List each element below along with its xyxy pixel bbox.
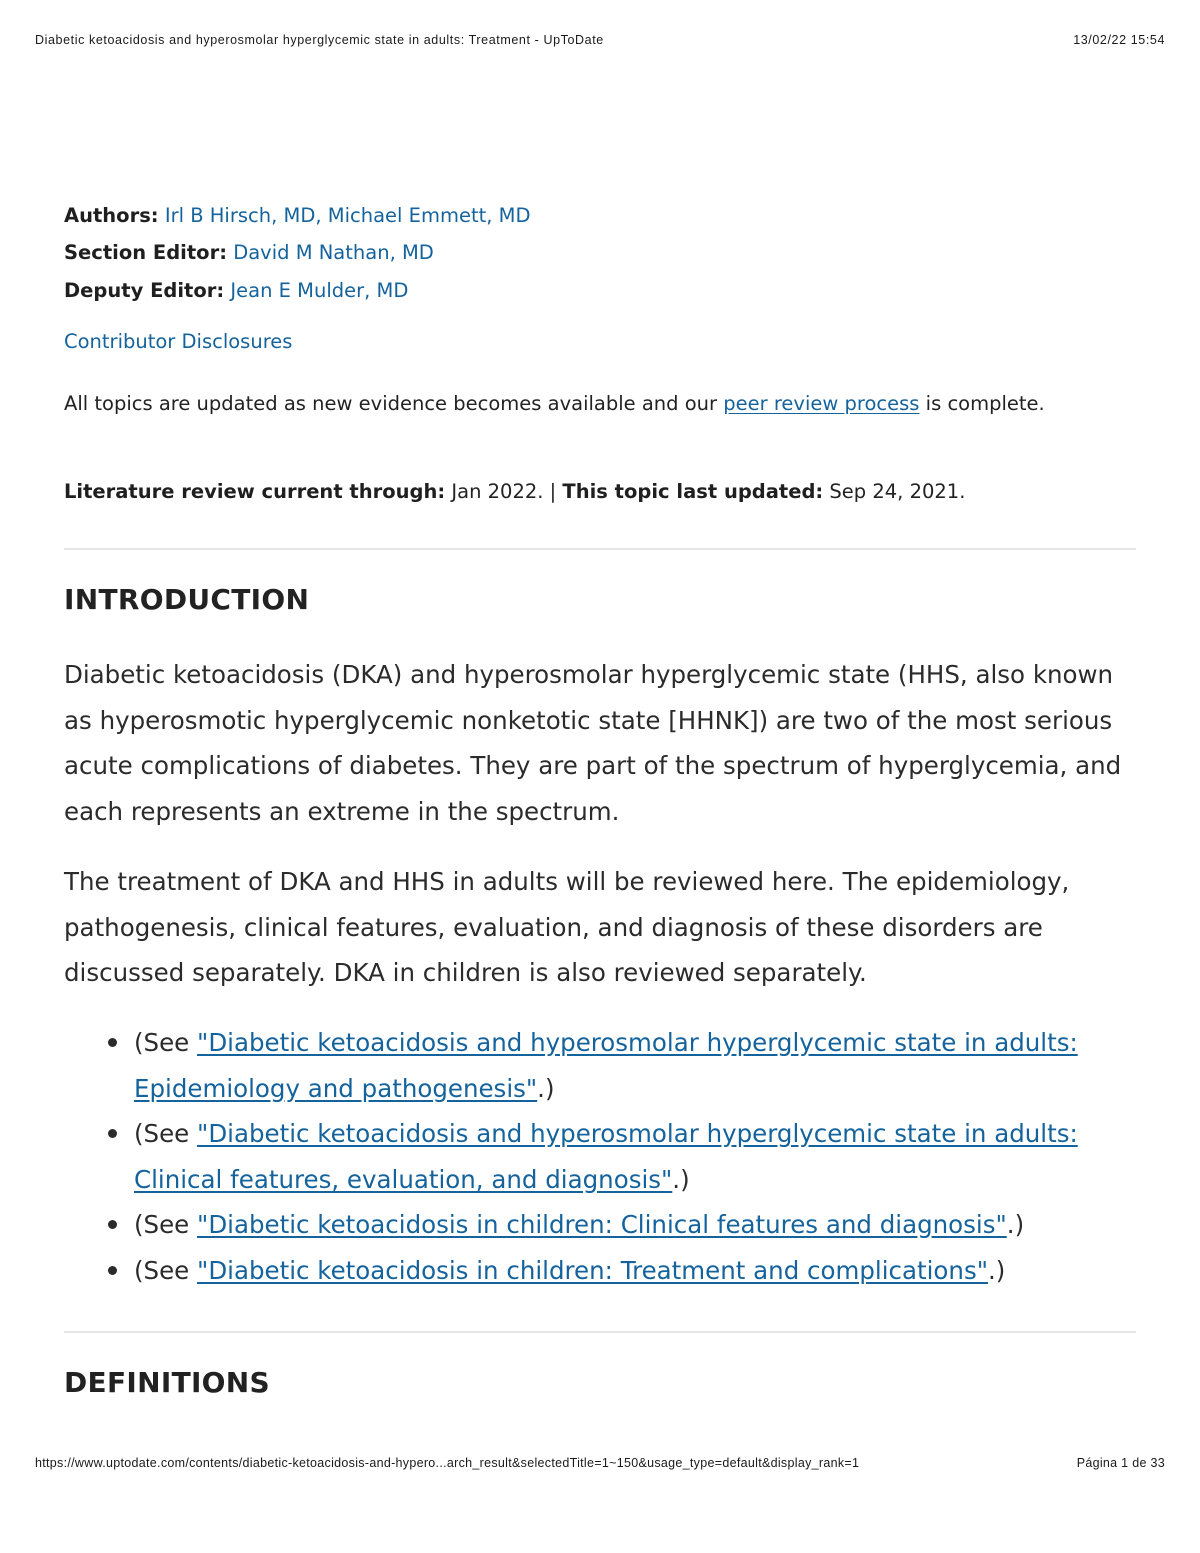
bullet-icon [108,1129,117,1138]
see-prefix: (See [134,1255,198,1285]
list-item [134,1248,1134,1294]
update-notice-text-after: is complete. [919,392,1045,415]
print-footer-page: Página 1 de 33 [1076,1456,1165,1470]
bullet-icon [108,1038,117,1047]
list-item [134,1111,1134,1202]
print-header-datetime: 13/02/22 15:54 [1073,33,1165,47]
authors-label: Authors: [64,204,159,227]
see-prefix: (See [134,1119,198,1148]
print-header [35,33,1165,47]
literature-review-value: Jan 2022. | [445,480,563,503]
introduction-heading: INTRODUCTION [64,583,310,616]
deputy-editor-link[interactable]: Jean E Mulder, MD [230,279,409,302]
topic-link-dka-hhs-clinical-features[interactable]: "Diabetic ketoacidosis and hyperosmolar hyperglycemic state in adults: Clinical features, evaluation, and diagnosis" [134,1119,1078,1194]
authors-link[interactable]: Irl B Hirsch, MD, Michael Emmett, MD [164,204,531,227]
authors-line [64,204,530,227]
deputy-editor-line [64,279,408,302]
last-updated-label: This topic last updated: [562,480,824,503]
see-also-list [134,1020,1134,1293]
bullet-icon [108,1266,117,1275]
review-dates-line [64,480,965,503]
list-item [134,1202,1134,1248]
last-updated-value: Sep 24, 2021. [823,480,966,503]
see-suffix: .) [672,1164,690,1194]
contributor-disclosures-link[interactable]: Contributor Disclosures [64,330,293,353]
topic-link-dka-hhs-epidemiology[interactable]: "Diabetic ketoacidosis and hyperosmolar hyperglycemic state in adults: Epidemiology and pathogenesis" [134,1028,1078,1103]
see-suffix: .) [537,1073,555,1103]
see-prefix: (See [134,1210,198,1239]
literature-review-label: Literature review current through: [64,480,446,503]
divider [64,548,1136,550]
topic-link-dka-children-treatment[interactable]: "Diabetic ketoacidosis in children: Treatment and complications" [197,1255,988,1285]
divider [64,1331,1136,1333]
see-prefix: (See [134,1028,198,1057]
see-suffix: .) [987,1255,1006,1285]
introduction-paragraph-1: Diabetic ketoacidosis (DKA) and hyperosmolar hyperglycemic state (HHS, also known as hyperosmotic hyperglycemic nonketotic state [HHNK]) are two of the most serious acute complications of diabetes. They are part of the spectrum of hyperglycemia, and each represents an extreme in the spectrum. [64,660,1122,826]
section-editor-label: Section Editor: [64,241,227,264]
deputy-editor-label: Deputy Editor: [64,279,225,302]
print-footer-url: https://www.uptodate.com/contents/diabetic-ketoacidosis-and-hypero...arch_result&selectedTitle=1~150&usage_type=default&display_rank=1 [35,1456,860,1470]
peer-review-process-link[interactable]: peer review process [723,392,920,415]
section-editor-line [64,241,434,264]
print-footer [35,1456,1165,1470]
definitions-heading: DEFINITIONS [64,1366,270,1399]
print-header-title: Diabetic ketoacidosis and hyperosmolar hyperglycemic state in adults: Treatment - UpToDate [35,33,604,47]
contributor-disclosures-line [64,330,292,353]
topic-link-dka-children-diagnosis[interactable]: "Diabetic ketoacidosis in children: Clinical features and diagnosis" [197,1210,1007,1239]
update-notice-text-before: All topics are updated as new evidence becomes available and our [64,392,724,415]
see-suffix: .) [1006,1210,1025,1239]
update-notice [64,385,1136,423]
introduction-paragraph-2: The treatment of DKA and HHS in adults will be reviewed here. The epidemiology, pathogenesis, clinical features, evaluation, and diagnosis of these disorders are discussed separately. DKA in children is also reviewed separately. [64,867,1070,987]
bullet-icon [108,1220,117,1229]
section-editor-link[interactable]: David M Nathan, MD [233,241,434,264]
list-item [134,1020,1134,1111]
